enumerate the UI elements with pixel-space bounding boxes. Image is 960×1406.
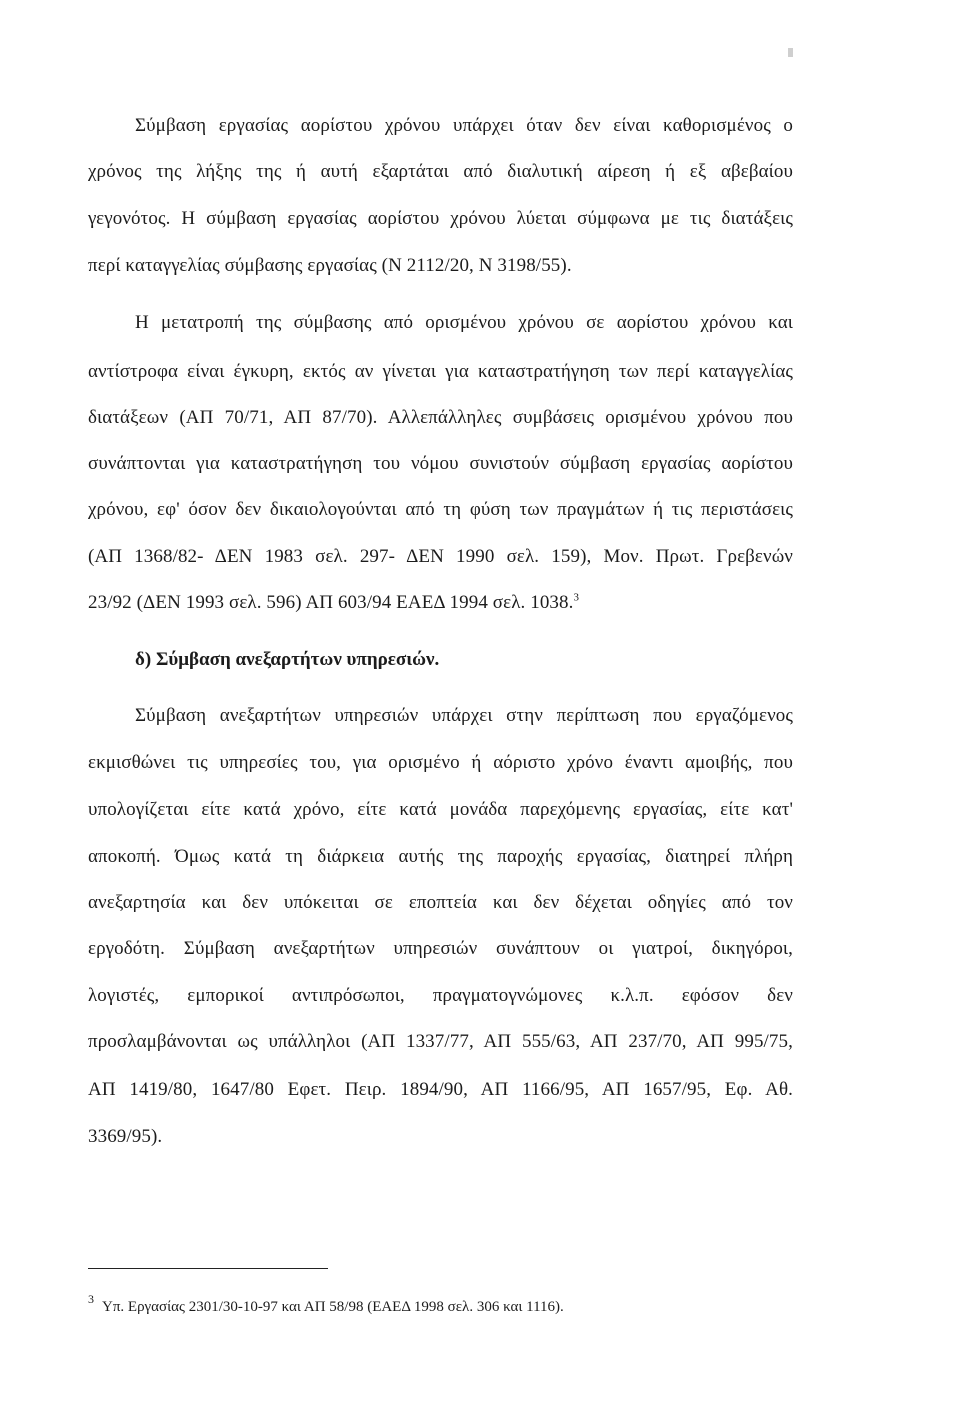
text-line: [88, 591, 793, 615]
text-line: (ΑΠ 1368/82- ΔΕΝ 1983 σελ. 297- ΔΕΝ 1990 σελ. 159), Μον. Πρωτ. Γρεβενών: [88, 546, 793, 567]
text-line: εκμισθώνει τις υπηρεσίες του, για ορισμένο ή αόριστο χρόνο έναντι αμοιβής, που: [88, 752, 793, 773]
text-line: χρόνος της λήξης της ή αυτή εξαρτάται από διαλυτική αίρεση ή εξ αβεβαίου: [88, 161, 793, 182]
text-line: ανεξαρτησία και δεν υπόκειται σε εποπτεία και δεν δέχεται οδηγίες από τον: [88, 892, 793, 913]
footnote-reference: 3: [573, 591, 580, 604]
text-line: Σύμβαση εργασίας αορίστου χρόνου υπάρχει όταν δεν είναι καθορισμένος ο: [135, 115, 793, 136]
footnote-marker: 3: [88, 1292, 94, 1306]
text-line: προσλαμβάνονται ως υπάλληλοι (ΑΠ 1337/77, ΑΠ 555/63, ΑΠ 237/70, ΑΠ 995/75,: [88, 1031, 793, 1052]
text-line: συνάπτονται για καταστρατήγηση του νόμου συνιστούν σύμβαση εργασίας αορίστου: [88, 453, 793, 474]
page-corner-mark: [788, 48, 793, 57]
text-line: λογιστές, εμπορικοί αντιπρόσωποι, πραγματογνώμονες κ.λ.π. εφόσον δεν: [88, 985, 793, 1006]
text-line: εργοδότη. Σύμβαση ανεξαρτήτων υπηρεσιών συνάπτουν οι γιατροί, δικηγόροι,: [88, 938, 793, 959]
text-line: περί καταγγελίας σύμβασης εργασίας (Ν 2112/20, Ν 3198/55).: [88, 255, 572, 276]
text-line: Η μετατροπή της σύμβασης από ορισμένου χρόνου σε αορίστου χρόνου και: [135, 312, 793, 333]
text-line-content: 23/92 (ΔΕΝ 1993 σελ. 596) ΑΠ 603/94 ΕΑΕΔ 1994 σελ. 1038.: [88, 592, 574, 613]
section-heading: δ) Σύμβαση ανεξαρτήτων υπηρεσιών.: [135, 649, 440, 670]
text-line: χρόνου, εφ' όσον δεν δικαιολογούνται από τη φύση των πραγμάτων ή τις περιστάσεις: [88, 499, 793, 520]
text-line: διατάξεων (ΑΠ 70/71, ΑΠ 87/70). Αλλεπάλληλες συμβάσεις ορισμένου χρόνου που: [88, 407, 793, 428]
text-line: ΑΠ 1419/80, 1647/80 Εφετ. Πειρ. 1894/90, ΑΠ 1166/95, ΑΠ 1657/95, Εφ. Αθ.: [88, 1079, 793, 1100]
text-line: αποκοπή. Όμως κατά τη διάρκεια αυτής της παροχής εργασίας, διατηρεί πλήρη: [88, 846, 793, 867]
footnote-separator: [88, 1268, 328, 1269]
text-line: 3369/95).: [88, 1126, 163, 1147]
text-line: Σύμβαση ανεξαρτήτων υπηρεσιών υπάρχει στην περίπτωση που εργαζόμενος: [135, 705, 793, 726]
text-line: γεγονότος. Η σύμβαση εργασίας αορίστου χρόνου λύεται σύμφωνα με τις διατάξεις: [88, 208, 793, 229]
text-line: υπολογίζεται είτε κατά χρόνο, είτε κατά μονάδα παρεχόμενης εργασίας, είτε κατ': [88, 799, 793, 820]
text-line: αντίστροφα είναι έγκυρη, εκτός αν γίνεται για καταστρατήγηση των περί καταγγελίας: [88, 361, 793, 382]
footnote-text: Υπ. Εργασίας 2301/30-10-97 και ΑΠ 58/98 (ΕΑΕΔ 1998 σελ. 306 και 1116).: [102, 1299, 564, 1315]
